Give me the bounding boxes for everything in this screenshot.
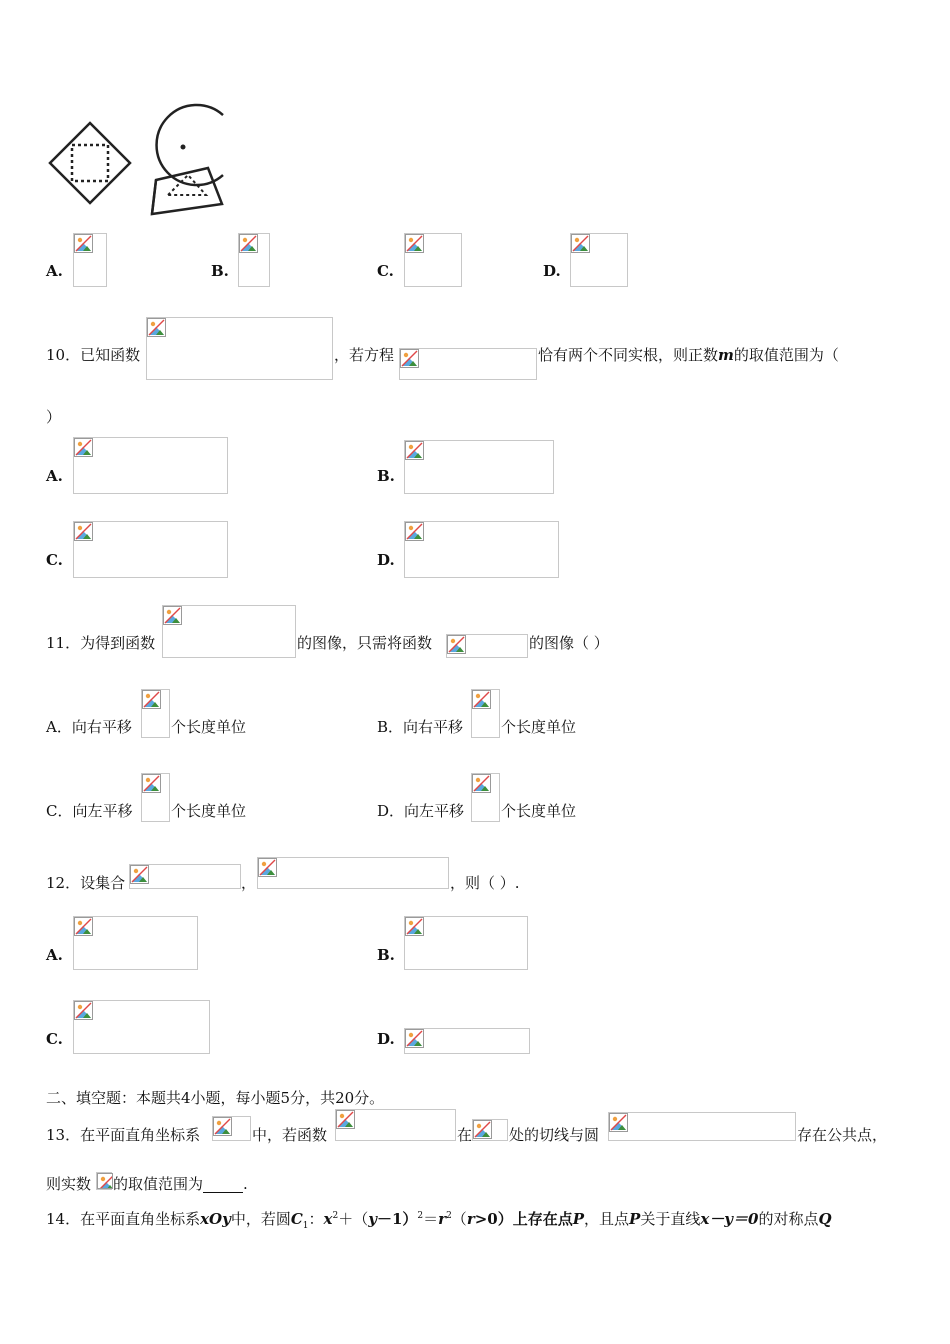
q12-option-d-label: D. xyxy=(377,1030,395,1048)
broken-image-icon xyxy=(405,234,424,253)
broken-image-icon xyxy=(74,1001,93,1020)
q13-stem-p1: 中，若函数 xyxy=(252,1126,328,1144)
q11-function-image xyxy=(162,605,296,658)
q10-option-d-label: D. xyxy=(377,551,395,569)
geometry-figure xyxy=(48,100,228,220)
broken-image-icon xyxy=(130,865,149,884)
q12-set-a-image xyxy=(129,864,241,889)
q12-option-a-label: A. xyxy=(46,946,63,964)
q12-option-c-image xyxy=(73,1000,210,1054)
broken-image-icon xyxy=(142,774,161,793)
q10-option-c-image xyxy=(73,521,228,578)
q11-source-function-image xyxy=(446,634,528,658)
q9-option-c-label: C. xyxy=(377,262,394,280)
broken-image-icon xyxy=(74,522,93,541)
q9-option-d-image xyxy=(570,233,628,287)
q14-stem: 14．在平面直角坐标系xOy中，若圆$C_1$：$x^2+(y-1)^2=r^2(r>0)$上存在点P，且点P关于直线x－y＝0的对称点Q xyxy=(46,1210,832,1231)
q13-line2-tail: 的取值范围为 . xyxy=(113,1175,248,1193)
q11-option-d-text: D．向左平移 xyxy=(377,802,465,820)
q9-option-a-image xyxy=(73,233,107,287)
q13-coordinate-system-image xyxy=(212,1116,251,1141)
broken-image-icon xyxy=(405,1029,424,1048)
q11-option-d-unit: 个长度单位 xyxy=(501,802,577,820)
broken-image-icon xyxy=(74,234,93,253)
broken-image-icon xyxy=(336,1110,355,1129)
q12-comma: ， xyxy=(241,874,257,892)
broken-image-icon xyxy=(163,606,182,625)
q13-circle-image xyxy=(608,1112,796,1141)
q10-close-paren: ） xyxy=(46,408,62,426)
broken-image-icon xyxy=(97,1173,113,1189)
q12-stem-tail: ，则（ ）. xyxy=(450,874,520,892)
broken-image-icon xyxy=(147,318,166,337)
q9-option-c-image xyxy=(404,233,462,287)
broken-image-icon xyxy=(405,441,424,460)
q11-stem-mid: 的图像，只需将函数 xyxy=(297,634,433,652)
q11-option-b-unit: 个长度单位 xyxy=(501,718,577,736)
broken-image-icon xyxy=(472,774,491,793)
q9-option-a-label: A. xyxy=(46,262,63,280)
q10-option-a-image xyxy=(73,437,228,494)
q11-stem-start: 11．为得到函数 xyxy=(46,634,156,652)
broken-image-icon xyxy=(447,635,466,654)
q11-option-b-text: B．向右平移 xyxy=(377,718,464,736)
q12-set-b-image xyxy=(257,857,449,889)
q10-equation-image xyxy=(399,348,537,380)
q10-function-image xyxy=(146,317,333,380)
q10-stem-start: 10．已知函数 xyxy=(46,346,141,364)
q9-option-b-label: B. xyxy=(211,262,229,280)
broken-image-icon xyxy=(239,234,258,253)
q12-option-d-image xyxy=(404,1028,530,1054)
q11-option-d-image xyxy=(471,773,500,822)
q13-line2: 则实数 xyxy=(46,1175,92,1193)
broken-image-icon xyxy=(609,1113,628,1132)
q10-option-b-label: B. xyxy=(377,467,395,485)
q10-option-d-image xyxy=(404,521,559,578)
q11-stem-tail: 的图像（ ） xyxy=(529,634,609,652)
q10-option-b-image xyxy=(404,440,554,494)
broken-image-icon xyxy=(74,438,93,457)
q13-stem-p4: 存在公共点， xyxy=(797,1126,888,1144)
q10-stem-mid: ，若方程 xyxy=(334,346,395,364)
broken-image-icon xyxy=(473,1120,492,1139)
q10-option-c-label: C. xyxy=(46,551,63,569)
q12-option-b-label: B. xyxy=(377,946,395,964)
broken-image-icon xyxy=(405,522,424,541)
q11-option-a-text: A．向右平移 xyxy=(46,718,132,736)
q13-stem-p3: 处的切线与圆 xyxy=(509,1126,600,1144)
q13-point-image xyxy=(472,1119,508,1141)
broken-image-icon xyxy=(400,349,419,368)
q13-stem-p2: 在 xyxy=(457,1126,473,1144)
q9-option-d-label: D. xyxy=(543,262,561,280)
section-heading: 二、填空题：本题共4小题，每小题5分，共20分。 xyxy=(46,1089,385,1107)
broken-image-icon xyxy=(74,917,93,936)
q11-option-b-image xyxy=(471,689,500,738)
q12-stem-start: 12．设集合 xyxy=(46,874,126,892)
broken-image-icon xyxy=(472,690,491,709)
q10-option-a-label: A. xyxy=(46,467,63,485)
q10-stem-tail: 恰有两个不同实根，则正数m的取值范围为（ xyxy=(538,346,839,364)
q13-function-image xyxy=(335,1109,456,1141)
q12-option-b-image xyxy=(404,916,528,970)
q9-option-b-image xyxy=(238,233,270,287)
broken-image-icon xyxy=(142,690,161,709)
broken-image-icon xyxy=(571,234,590,253)
q12-option-c-label: C. xyxy=(46,1030,63,1048)
broken-image-icon xyxy=(213,1117,232,1136)
answer-blank[interactable] xyxy=(203,1178,243,1193)
q11-option-a-image xyxy=(141,689,170,738)
q12-option-a-image xyxy=(73,916,198,970)
q11-option-c-image xyxy=(141,773,170,822)
q13-stem-start: 13．在平面直角坐标系 xyxy=(46,1126,201,1144)
q11-option-c-text: C．向左平移 xyxy=(46,802,133,820)
broken-image-icon xyxy=(258,858,277,877)
q13-var-image xyxy=(96,1172,112,1190)
broken-image-icon xyxy=(405,917,424,936)
q11-option-c-unit: 个长度单位 xyxy=(171,802,247,820)
q11-option-a-unit: 个长度单位 xyxy=(171,718,247,736)
